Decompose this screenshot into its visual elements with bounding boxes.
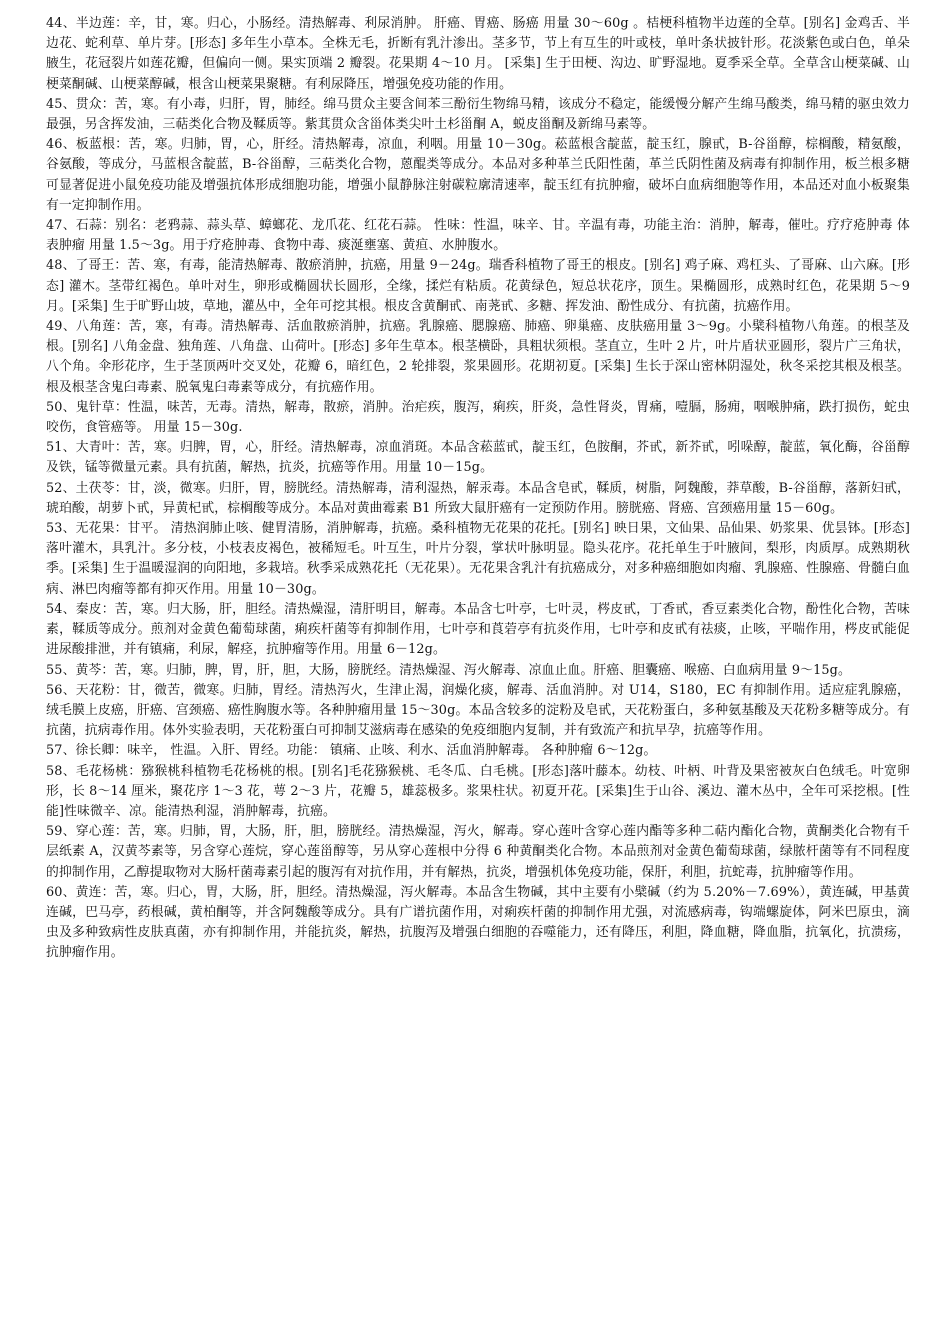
- entry-50-gui-zhen-cao: 50、鬼针草：性温，味苦，无毒。清热，解毒，散瘀，消肿。治疟疾，腹泻，痢疾，肝炎，急性肾炎，胃痛，噎膈，肠痈，咽喉肿痛，跌打损伤，蛇虫咬伤，食管癌等。 用量 15－30g.: [46, 399, 910, 436]
- entry-46-ban-lan-gen: 46、板蓝根：苦，寒。归肺，胃，心，肝经。清热解毒，凉血，利咽。用量 10－30g。菘蓝根含靛蓝，靛玉红，腺甙，B-谷甾醇，棕榈酸，精氨酸，谷氨酸，等成分，马蓝根含靛蓝，B-谷甾醇，三萜类化合物，蒽醌类等成分。本品对多种革兰氏阳性菌，革兰氏阴性菌及病毒有抑制作用，板兰根多糖可显著促进小鼠免疫功能及增强抗体形成细胞功能，增强小鼠静脉注射碳粒廓清速率，靛玉红有抗肿瘤，破坏白血病细胞等作用，本品还对血小板聚集有一定抑制作用。: [46, 137, 910, 213]
- entry-52-tu-fu-ling: 52、土茯苓：甘，淡，微寒。归肝，胃，膀胱经。清热解毒，清利湿热，解汞毒。本品含皂甙，鞣质，树脂，阿魏酸，莽草酸，B-谷甾醇，落新妇甙，琥珀酸，胡萝卜甙，异黄杞甙，棕榈酸等成分。本品对黄曲霉素 B1 所致大鼠肝癌有一定预防作用。膀胱癌、肾癌、宫颈癌用量 15－60g。: [46, 480, 910, 516]
- entry-59-chuan-xin-lian: 59、穿心莲：苦，寒。归肺，胃，大肠，肝，胆，膀胱经。清热燥湿，泻火，解毒。穿心莲叶含穿心莲内酯等多种二萜内酯化合物，黄酮类化合物有千层纸素 A，汉黄芩素等，另含穿心莲烷，穿心莲甾醇等，另从穿心莲根中分得 6 种黄酮类化合物。本品煎剂对金黄色葡萄球菌，绿脓杆菌等有不同程度的抑制作用，乙醇提取物对大肠杆菌毒素引起的腹泻有对抗作用，并有解热，抗炎，增强机体免疫功能，保肝，利胆，抗蛇毒，抗肿瘤等作用。: [46, 824, 910, 880]
- entry-54-qin-pi: 54、秦皮：苦，寒。归大肠，肝，胆经。清热燥湿，清肝明目，解毒。本品含七叶亭，七叶灵，梣皮甙，丁香甙，香豆素类化合物，酚性化合物，苦味素，鞣质等成分。煎剂对金黄色葡萄球菌，痢疾杆菌等有抑制作用，七叶亭和莨菪亭有抗炎作用，七叶亭和皮甙有祛痰，止咳，平喘作用，梣皮甙能促进尿酸排泄，并有镇痛，利尿，解痉，抗肿瘤等作用。用量 6－12g。: [46, 601, 910, 658]
- entry-49-ba-jiao-lian: 49、八角莲：苦，寒，有毒。清热解毒、活血散瘀消肿，抗癌。乳腺癌、腮腺癌、肺癌、卵巢癌、皮肤癌用量 3～9g。小檗科植物八角莲。的根茎及根。[别名] 八角金盘、独角莲、八角盘、山荷叶。[形态] 多年生草本。根茎横卧，具粗状须根。茎直立，生叶 2 片，叶片盾状亚圆形，裂片广三角状，八个角。伞形花序，生于茎顶两叶交叉处，花瓣 6，暗红色，2 轮排裂，浆果圆形。花期初夏。[采集] 生长于深山密林阴湿处，秋冬采挖其根及根茎。根及根茎含鬼臼毒素、脱氧鬼臼毒素等成分，有抗癌作用。: [46, 319, 910, 395]
- entry-44-ban-bian-lian: 44、半边莲：辛，甘，寒。归心，小肠经。清热解毒、利尿消肿。 肝癌、胃癌、肠癌 用量 30～60g 。桔梗科植物半边莲的全草。[别名] 金鸡舌、半边花、蛇利草、单片芽。[形态] 多年生小草本。全株无毛，折断有乳汁渗出。茎多节，节上有互生的叶或枝，单叶条状披针形。花淡紫色或白色，单朵腋生，花冠裂片如莲花瓣，但偏向一侧。果实顶端 2 瓣裂。花果期 4～10 月。 [采集] 生于田梗、沟边、旷野湿地。夏季采全草。全草含山梗菜碱、山梗菜酮碱、山梗菜醇碱，根含山梗菜果聚糖。有利尿降压，增强免疫功能的作用。: [46, 16, 910, 92]
- entry-51-da-qing-ye: 51、大青叶：苦，寒。归脾，胃，心，肝经。清热解毒，凉血消斑。本品含菘蓝甙，靛玉红，色胺酮，芥甙，新芥甙，吲哚醇，靛蓝，氧化酶，谷甾醇及铁，锰等微量元素。具有抗菌，解热，抗炎，抗癌等作用。用量 10－15g。: [46, 440, 910, 476]
- entry-60-huang-lian: 60、黄连：苦，寒。归心，胃，大肠，肝，胆经。清热燥湿，泻火解毒。本品含生物碱，其中主要有小檗碱（约为 5.20%－7.69%），黄连碱，甲基黄连碱，巴马亭，药根碱，黄柏酮等，并含阿魏酸等成分。具有广谱抗菌作用，对痢疾杆菌的抑制作用尤强，对流感病毒，钩端螺旋体，阿米巴原虫，滴虫及多种致病性皮肤真菌，亦有抑制作用，并能抗炎，解热，抗腹泻及增强白细胞的吞噬能力，还有降压，利胆，降血糖，降血脂，抗氧化，抗溃疡，抗肿瘤作用。: [46, 884, 910, 961]
- entry-48-liao-ge-wang: 48、了哥王：苦、寒，有毒，能清热解毒、散瘀消肿，抗癌，用量 9－24g。瑞香科植物了哥王的根皮。[别名] 鸡子麻、鸡杠头、了哥麻、山六麻。[形态] 灌木。茎带红褐色。单叶对生，卵形或椭圆状长圆形，全缘，揉烂有粘质。花黄绿色，短总状花序，顶生。果椭圆形，成熟时红色，花果期 5～9 月。[采集] 生于旷野山坡，草地，灌丛中，全年可挖其根。根皮含黄酮甙、南荛甙、多糖、挥发油、酚性成分、有抗菌，抗癌作用。: [46, 258, 910, 314]
- entry-56-tian-hua-fen: 56、天花粉：甘，微苦，微寒。归肺，胃经。清热泻火，生津止渴，润燥化痰，解毒、活血消肿。对 U14，S180，EC 有抑制作用。适应症乳腺癌，绒毛膜上皮癌，肝癌、宫颈癌、癌性胸腹水等。各种肿瘤用量 15～30g。本品含较多的淀粉及皂甙，天花粉蛋白，多种氨基酸及天花粉多糖等成分。有抗菌，抗病毒作用。体外实验表明，天花粉蛋白可抑制艾滋病毒在感染的免疫细胞内复制，并有致流产和抗早孕，抗癌等作用。: [46, 682, 910, 739]
- entry-58-mao-hua-yang-tao: 58、毛花杨桃：猕猴桃科植物毛花杨桃的根。[别名]毛花猕猴桃、毛冬瓜、白毛桃。[形态]落叶藤本。幼枝、叶柄、叶背及果密被灰白色绒毛。叶宽卵形，长 8～14 厘米，聚花序 1～3 花，萼 2～3 片，花瓣 5，雄蕊极多。浆果柱状。初夏开花。[采集]生于山谷、溪边、灌木丛中，全年可采挖根。[性能]性味微辛、凉。能清热利湿，消肿解毒，抗癌。: [46, 763, 910, 819]
- entry-55-huang-qin: 55、黄芩：苦，寒。归肺，脾，胃，肝，胆，大肠，膀胱经。清热燥湿、泻火解毒、凉血止血。肝癌、胆囊癌、喉癌、白血病用量 9～15g。: [46, 662, 851, 678]
- entry-47-shi-suan: 47、石蒜：别名：老鸦蒜、蒜头草、蟑螂花、龙爪花、红花石蒜。 性味：性温，味辛、甘。辛温有毒，功能主治：消肿，解毒，催吐。疗疗疮肿毒 体表肿瘤 用量 1.5～3g。用于疗疮肿毒、食物中毒、痰涎壅塞、黄疸、水肿腹水。: [46, 218, 910, 254]
- entry-45-guan-zhong: 45、贯众：苦，寒。有小毒，归肝，胃，肺经。绵马贯众主要含间苯三酚衍生物绵马精，该成分不稳定，能缓慢分解产生绵马酸类，绵马精的驱虫效力最强，另含挥发油，三萜类化合物及鞣质等。紫萁贯众含甾体类尖叶土杉甾酮 A，蜕皮甾酮及新绵马素等。: [46, 96, 910, 133]
- entry-53-wu-hua-guo: 53、无花果：甘平。 清热润肺止咳、健胃清肠，消肿解毒，抗癌。桑科植物无花果的花托。[别名] 映日果，文仙果、品仙果、奶浆果、优昙钵。[形态] 落叶灌木，具乳汁。多分枝，小枝表皮褐色，被稀短毛。叶互生，叶片分裂，掌状叶脉明显。隐头花序。花托单生于叶腋间，梨形，肉质厚。成熟期秋季。[采集] 生于温暖湿润的向阳地，多栽培。秋季采成熟花托（无花果）。无花果含乳汁有抗癌成分，对多种癌细胞如肉瘤、乳腺癌、性腺癌、骨髓白血病、淋巴肉瘤等都有抑灭作用。用量 10－30g。: [46, 521, 910, 597]
- entry-57-xu-chang-qing: 57、徐长卿：味辛， 性温。入肝、胃经。功能： 镇痛、止咳、利水、活血消肿解毒。 各种肿瘤 6～12g。: [46, 743, 657, 759]
